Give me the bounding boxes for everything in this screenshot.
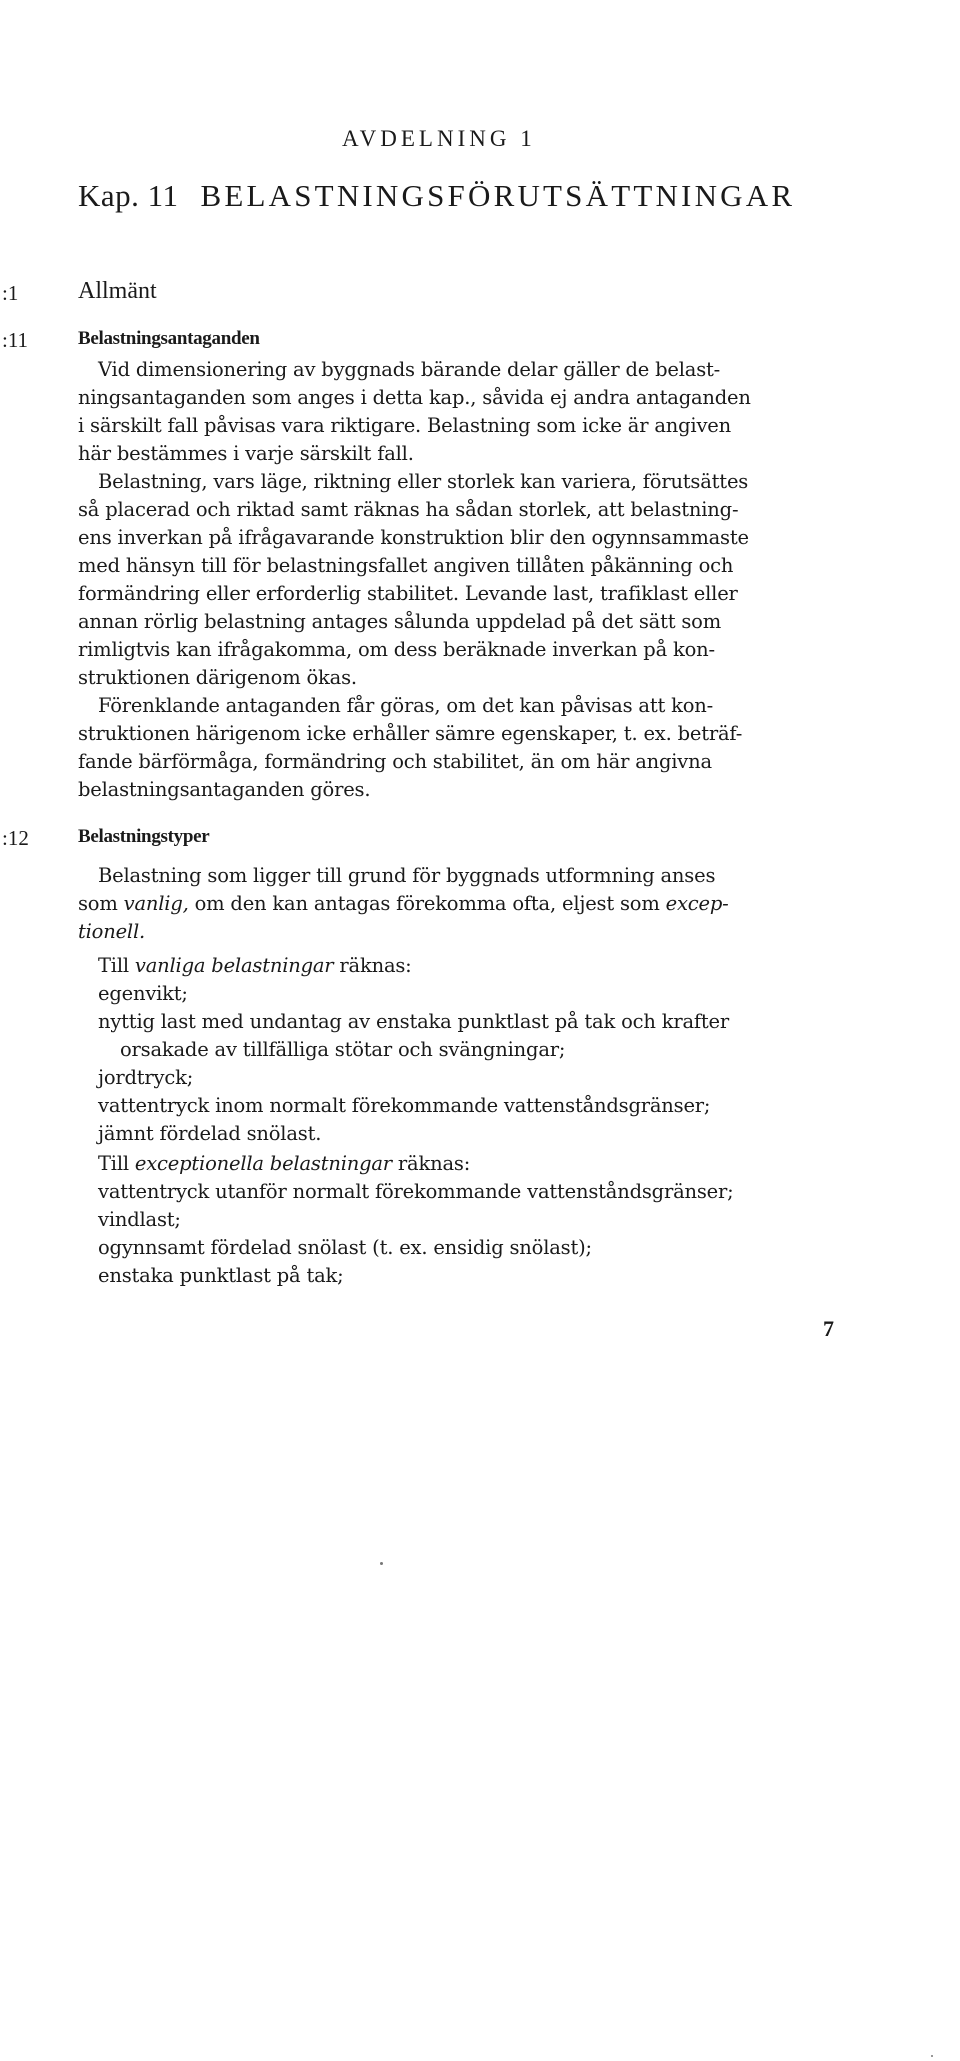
text-run: räknas: [391,1152,471,1175]
term-exceptionell: excep- [665,892,729,915]
paragraph-11-3 [78,692,848,804]
list-item: vindlast; [98,1208,181,1231]
text-line: annan rörlig belastning antages sålunda uppdelad på det sätt som [78,610,721,633]
section-number-11: :11 [2,328,29,352]
term-exceptionella-belastningar: exceptionella belastningar [134,1152,392,1175]
list-item: ogynnsamt fördelad snölast (t. ex. ensidig snölast); [98,1236,592,1259]
section-number-1: :1 [2,281,19,305]
text-line [78,918,868,946]
section-title-allmant: Allmänt [78,278,157,304]
chapter-heading [78,178,795,214]
text-line: belastningsantaganden göres. [78,778,371,801]
text-run: om den kan antagas förekomma ofta, eljest som [188,892,666,915]
paragraph-11-1 [78,356,848,468]
list-item: egenvikt; [98,982,188,1005]
text-line [78,890,868,918]
text-line: rimligtvis kan ifrågakomma, om dess beräknade inverkan på kon- [78,638,715,661]
scan-speck [380,1562,383,1565]
text-line: ens inverkan på ifrågavarande konstruktion blir den ogynnsammaste [78,526,749,549]
section-title-belastningsantaganden: Belastningsantaganden [78,328,260,349]
page-number: 7 [823,1316,834,1341]
text-run: Till [98,954,135,977]
text-line: så placerad och riktad samt räknas ha sådan storlek, att belastning- [78,498,739,521]
section-title-belastningstyper: Belastningstyper [78,826,210,847]
text-line: struktionen härigenom icke erhåller sämre egenskaper, t. ex. beträf- [78,722,743,745]
ordinary-loads-heading [98,952,858,980]
paragraph-12-intro [78,862,868,946]
text-line: Belastning som ligger till grund för byggnads utformning anses [98,864,716,887]
text-run: Till [98,1152,135,1175]
list-item: vattentryck utanför normalt förekommande vattenståndsgränser; [98,1180,734,1203]
text-line: Vid dimensionering av byggnads bärande delar gäller de belast- [98,358,721,381]
list-item-continuation: orsakade av tillfälliga stötar och svängningar; [120,1038,566,1061]
list-item: jämnt fördelad snölast. [98,1122,322,1145]
section-number-12: :12 [2,826,29,850]
term-exceptionell-cont: tionell. [78,920,145,943]
text-line: i särskilt fall påvisas vara riktigare. Belastning som icke är angiven [78,414,731,437]
text-line: med hänsyn till för belastningsfallet angiven tillåten påkänning och [78,554,734,577]
text-run: som [78,892,124,915]
exceptional-loads-heading [98,1150,858,1178]
ordinary-loads-list [98,952,858,1148]
term-vanlig: vanlig, [123,892,189,915]
chapter-number: Kap. 11 [78,178,179,213]
scan-speck [931,2055,933,2057]
text-line: Belastning, vars läge, riktning eller storlek kan variera, förutsättes [98,470,749,493]
text-line: fande bärförmåga, formändring och stabilitet, än om här angivna [78,750,712,773]
term-vanliga-belastningar: vanliga belastningar [134,954,334,977]
division-heading: AVDELNING 1 [342,126,536,151]
text-line: här bestämmes i varje särskilt fall. [78,442,414,465]
text-run: räknas: [333,954,412,977]
list-item: jordtryck; [98,1066,194,1089]
text-line: formändring eller erforderlig stabilitet. Levande last, trafiklast eller [78,582,738,605]
list-item: enstaka punktlast på tak; [98,1264,344,1287]
text-line: Förenklande antaganden får göras, om det kan påvisas att kon- [98,694,713,717]
list-item: vattentryck inom normalt förekommande vattenståndsgränser; [98,1094,711,1117]
chapter-title: BELASTNINGSFÖRUTSÄTTNINGAR [200,178,796,213]
exceptional-loads-list [98,1150,858,1290]
list-item: nyttig last med undantag av enstaka punktlast på tak och krafter [98,1010,729,1033]
text-line: ningsantaganden som anges i detta kap., såvida ej andra antaganden [78,386,751,409]
paragraph-11-2 [78,468,848,692]
text-line: struktionen därigenom ökas. [78,666,357,689]
